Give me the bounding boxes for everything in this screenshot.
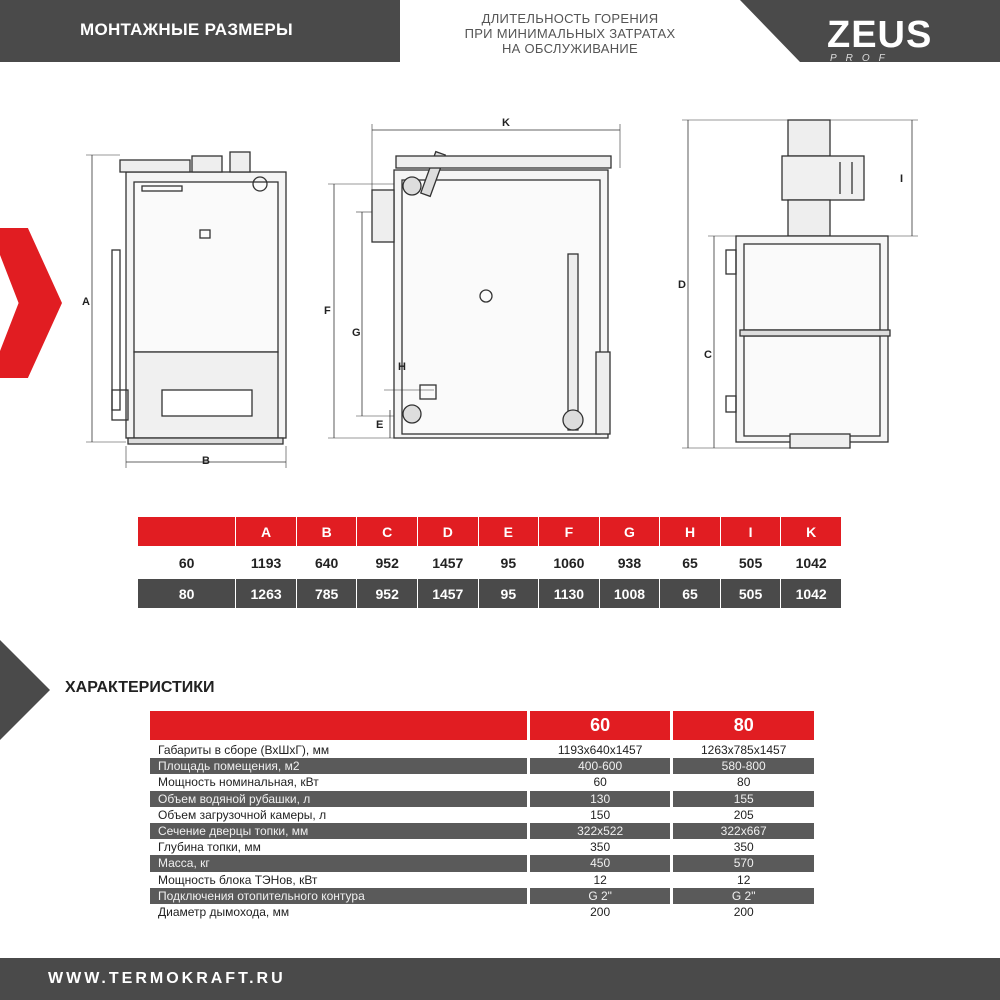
dim-cell: 1263	[236, 579, 296, 608]
dim-label-h: H	[398, 361, 406, 373]
dim-header-a: A	[236, 517, 296, 546]
table-row	[150, 872, 817, 888]
char-value-80: 200	[733, 904, 754, 919]
dim-cell: 1008	[600, 579, 660, 608]
characteristics-title: ХАРАКТЕРИСТИКИ	[65, 679, 215, 696]
tagline-line-1: ДЛИТЕЛЬНОСТЬ ГОРЕНИЯ	[481, 11, 659, 26]
dim-cell: 1457	[418, 579, 478, 608]
dim-header-k: K	[781, 517, 841, 546]
char-param: Подключения отопительного контура	[150, 888, 527, 904]
char-value-60: G 2"	[530, 888, 671, 904]
header-title-bar	[0, 0, 400, 62]
char-header-model-60: 60	[530, 711, 671, 740]
dim-label-f: F	[324, 305, 331, 317]
dim-cell: 1042	[781, 579, 841, 608]
dim-header-g: G	[600, 517, 660, 546]
dim-cell: 640	[297, 548, 357, 577]
dim-cell: 65	[660, 579, 720, 608]
char-value-60: 350	[590, 840, 611, 855]
char-value-60: 12	[593, 872, 607, 887]
dim-header-e: E	[479, 517, 539, 546]
dim-header-d: D	[418, 517, 478, 546]
table-row	[150, 774, 817, 790]
char-value-80: 350	[733, 840, 754, 855]
table-row	[150, 791, 817, 807]
dim-label-a: A	[82, 296, 90, 308]
char-value-60: 130	[530, 791, 671, 807]
dim-header-f: F	[539, 517, 599, 546]
brand-logo: ZEUS	[827, 14, 933, 56]
char-param: Глубина топки, мм	[158, 840, 261, 855]
char-value-80: 570	[673, 855, 814, 871]
dim-cell: 938	[600, 548, 660, 577]
dim-header-i: I	[721, 517, 781, 546]
char-header-param	[150, 711, 527, 740]
dim-cell: 95	[479, 548, 539, 577]
dim-cell: 60	[138, 548, 235, 577]
dim-cell: 952	[357, 579, 417, 608]
char-param: Диаметр дымохода, мм	[158, 904, 290, 919]
characteristics-header-row	[150, 711, 817, 740]
char-value-80: 1263х785х1457	[700, 743, 787, 757]
dim-cell: 1060	[539, 548, 599, 577]
char-param: Мощность блока ТЭНов, кВт	[158, 872, 318, 887]
table-row	[150, 807, 817, 823]
dim-label-e: E	[376, 419, 384, 431]
dim-cell: 80	[138, 579, 235, 608]
table-row	[150, 888, 817, 904]
char-value-60: 400-600	[530, 758, 671, 774]
boiler-technical-drawings	[0, 90, 1000, 470]
dim-cell: 1130	[539, 579, 599, 608]
table-row	[138, 579, 842, 608]
gray-chevron-decoration	[0, 640, 50, 740]
char-param: Масса, кг	[150, 855, 527, 871]
dimensions-table	[138, 517, 842, 610]
dim-cell: 505	[721, 548, 781, 577]
website-link[interactable]: WWW.TERMOKRAFT.RU	[48, 970, 286, 987]
footer-bar	[0, 958, 1000, 1000]
tagline-line-2: ПРИ МИНИМАЛЬНЫХ ЗАТРАТАХ	[464, 26, 676, 41]
char-value-60: 322х522	[530, 823, 671, 839]
dim-cell: 1042	[781, 548, 841, 577]
dim-cell: 785	[297, 579, 357, 608]
dim-cell: 95	[479, 579, 539, 608]
side-view-drawing	[328, 124, 620, 438]
char-value-80: 155	[673, 791, 814, 807]
char-param: Габариты в сборе (ВхШхГ), мм	[158, 743, 330, 757]
table-row	[150, 855, 817, 871]
tagline-line-3: НА ОБСЛУЖИВАНИЕ	[501, 41, 639, 56]
brand-logo-sub: PROF	[830, 53, 894, 64]
table-row	[138, 548, 842, 577]
dim-label-g: G	[352, 327, 361, 339]
dim-header-c: C	[357, 517, 417, 546]
char-value-80: 12	[737, 872, 751, 887]
dimensions-header-row	[138, 517, 842, 546]
char-param: Площадь помещения, м2	[150, 758, 527, 774]
dim-header-model	[138, 517, 235, 546]
dim-header-h: H	[660, 517, 720, 546]
char-value-80: 205	[733, 807, 754, 822]
char-value-60: 150	[590, 807, 611, 822]
dim-header-b: B	[297, 517, 357, 546]
table-row	[150, 758, 817, 774]
table-row	[150, 823, 817, 839]
char-value-80: 580-800	[673, 758, 814, 774]
dim-cell: 1193	[236, 548, 296, 577]
char-param: Мощность номинальная, кВт	[158, 775, 319, 790]
table-row	[150, 742, 817, 758]
page-title: МОНТАЖНЫЕ РАЗМЕРЫ	[80, 20, 293, 39]
dim-label-b: B	[202, 455, 210, 467]
front-view-drawing	[86, 152, 286, 468]
char-value-80: G 2"	[673, 888, 814, 904]
char-value-80: 80	[737, 775, 751, 790]
char-value-60: 200	[590, 904, 611, 919]
dim-label-d: D	[678, 279, 686, 291]
dim-label-c: C	[704, 349, 712, 361]
header-tagline	[400, 0, 740, 62]
char-param: Объем загрузочной камеры, л	[158, 807, 327, 822]
table-row	[150, 904, 817, 920]
char-param: Объем водяной рубашки, л	[150, 791, 527, 807]
dim-cell: 65	[660, 548, 720, 577]
dim-cell: 505	[721, 579, 781, 608]
table-row	[150, 839, 817, 855]
char-value-80: 322х667	[673, 823, 814, 839]
char-value-60: 450	[530, 855, 671, 871]
char-value-60: 1193х640х1457	[557, 743, 643, 757]
dim-cell: 952	[357, 548, 417, 577]
rear-view-drawing	[682, 120, 918, 448]
char-value-60: 60	[593, 775, 607, 790]
dim-cell: 1457	[418, 548, 478, 577]
char-header-model-80: 80	[673, 711, 814, 740]
characteristics-table	[150, 711, 817, 920]
char-param: Сечение дверцы топки, мм	[150, 823, 527, 839]
dim-label-k: K	[502, 117, 510, 129]
dim-label-i: I	[900, 173, 904, 185]
